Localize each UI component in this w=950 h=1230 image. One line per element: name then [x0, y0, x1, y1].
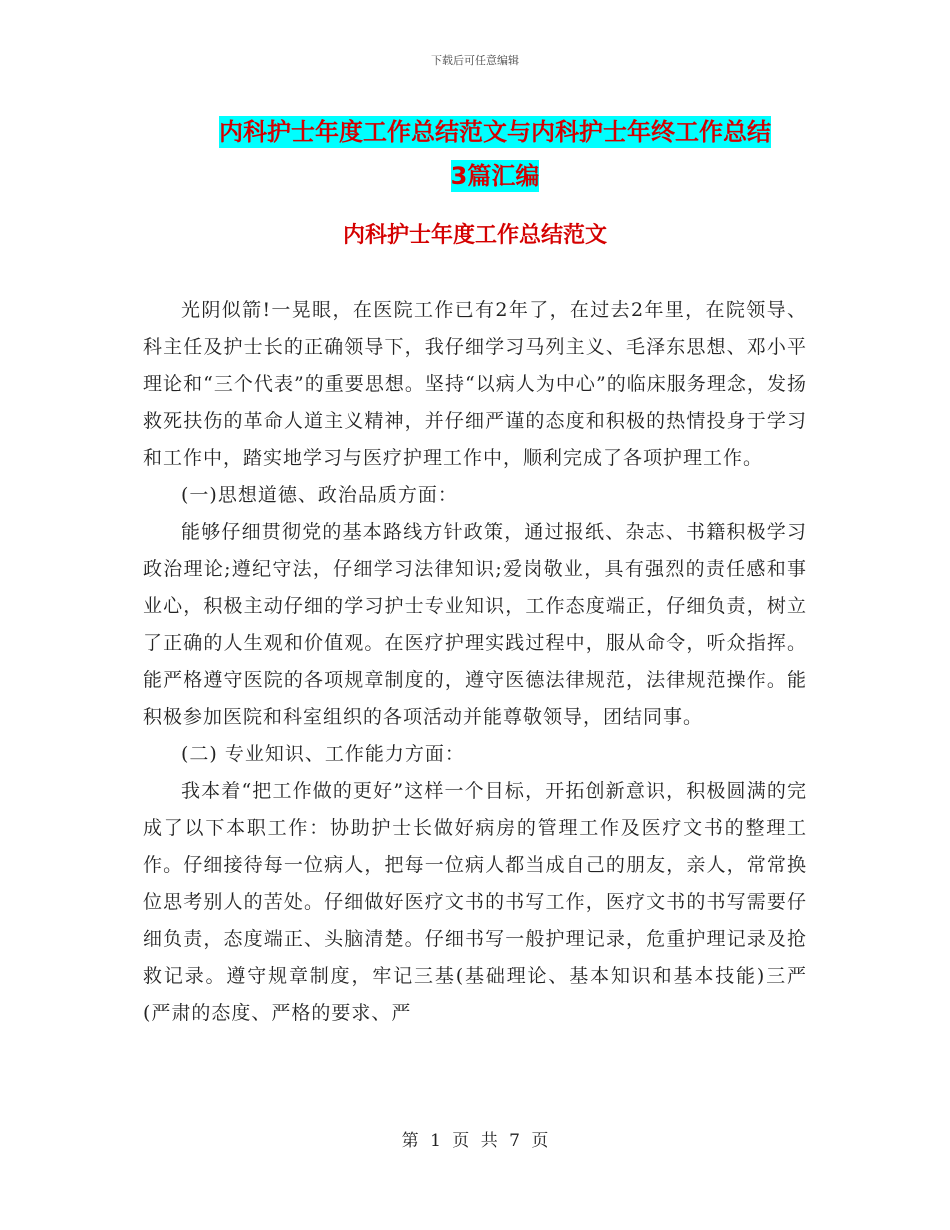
- document-title-line1: 内科护士年度工作总结范文与内科护士年终工作总结: [219, 118, 771, 146]
- document-body: [143, 292, 807, 1032]
- paragraph-ideology: 能够仔细贯彻党的基本路线方针政策，通过报纸、杂志、书籍积极学习政治理论;遵纪守法，仔细学习法律知识;爱岗敬业，具有强烈的责任感和事业心，积极主动仔细的学习护士专业知识，工作态度端正，仔细负责，树立了正确的人生观和价值观。在医疗护理实践过程中，服从命令，听众指挥。能严格遵守医院的各项规章制度的，遵守医德法律规范，法律规范操作。能积极参加医院和科室组织的各项活动并能尊敬领导，团结同事。: [143, 521, 807, 728]
- heading-ideology: (一)思想道德、政治品质方面：: [181, 484, 458, 506]
- paragraph-professional: 我本着“把工作做的更好”这样一个目标，开拓创新意识，积极圆满的完成了以下本职工作：协助护士长做好病房的管理工作及医疗文书的整理工作。仔细接待每一位病人，把每一位病人都当成自己的朋友，亲人，常常换位思考别人的苦处。仔细做好医疗文书的书写工作，医疗文书的书写需要仔细负责，态度端正、头脑清楚。仔细书写一般护理记录，危重护理记录及抢救记录。遵守规章制度，牢记三基(基础理论、基本知识和基本技能)三严(严肃的态度、严格的要求、严: [143, 780, 807, 1024]
- document-title: [140, 110, 850, 198]
- heading-professional: (二) 专业知识、工作能力方面：: [181, 743, 465, 765]
- document-title-line2: 3篇汇编: [450, 162, 540, 190]
- section-title: 内科护士年度工作总结范文: [342, 223, 607, 248]
- page-footer: 第 1 页 共 7 页: [401, 1131, 549, 1151]
- paragraph-intro: 光阴似箭!一晃眼，在医院工作已有2年了，在过去2年里，在院领导、科主任及护士长的正确领导下，我仔细学习马列主义、毛泽东思想、邓小平理论和“三个代表”的重要思想。坚持“以病人为中心”的临床服务理念，发扬救死扶伤的革命人道主义精神，并仔细严谨的态度和积极的热情投身于学习和工作中，踏实地学习与医疗护理工作中，顺利完成了各项护理工作。: [143, 299, 807, 469]
- page-header: 下载后可任意编辑: [431, 54, 519, 67]
